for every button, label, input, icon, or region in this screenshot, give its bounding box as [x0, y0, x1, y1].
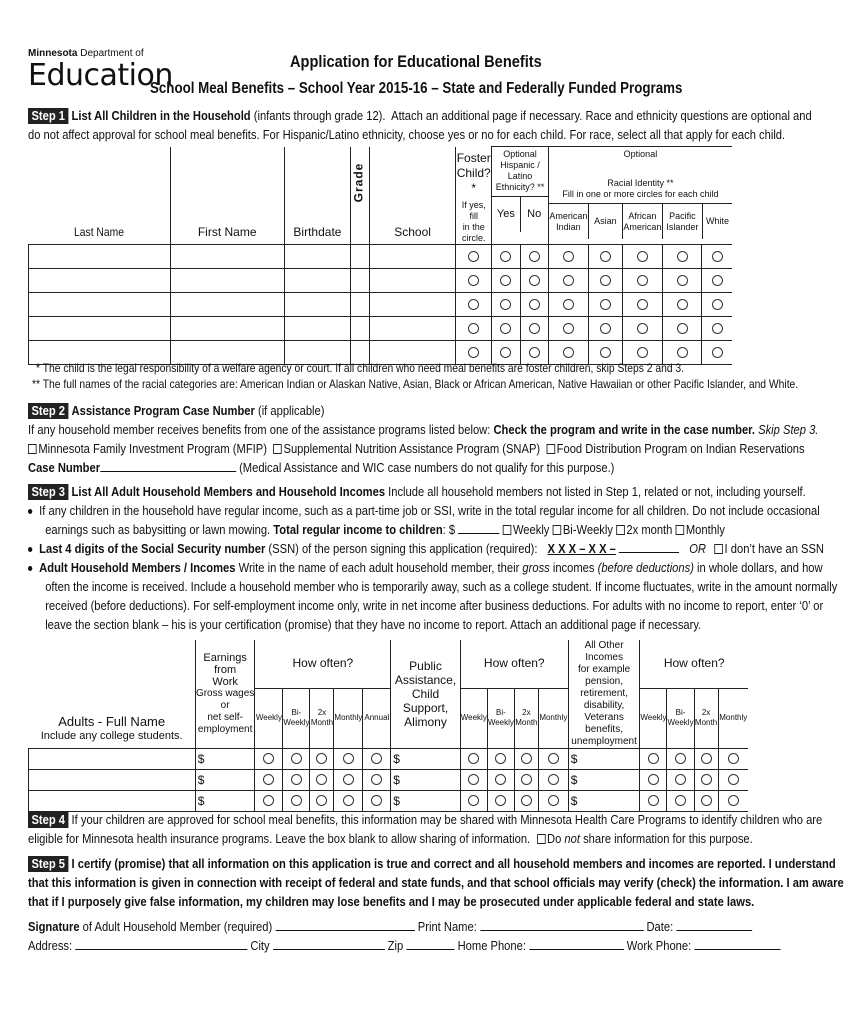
step3-b1b: earnings such as babysitting or lawn mowing.	[45, 522, 274, 537]
pacific-islander-circle[interactable]	[677, 323, 688, 334]
earnings-freq-circle[interactable]	[343, 795, 354, 806]
col-hispanic: Optional Hispanic / Latino Ethnicity? ** Yes No	[492, 147, 549, 245]
foster-circle[interactable]	[468, 299, 479, 310]
freq-monthly: Monthly	[538, 688, 568, 748]
freq-weekly: Weekly	[460, 688, 487, 748]
pacific-islander-circle[interactable]	[677, 251, 688, 262]
pacific-islander-circle[interactable]	[677, 299, 688, 310]
step2-text1a: If any household member receives benefits from one of the assistance programs listed below:	[28, 422, 494, 437]
freq-2x-month: 2x Month	[514, 688, 538, 748]
step3-b3b: Write in the name of each adult household member, their	[235, 560, 523, 575]
public-assist-freq-circle[interactable]	[495, 753, 506, 764]
step4-text3b: not	[564, 831, 580, 846]
zip-label: Zip	[387, 938, 404, 953]
child-school-input[interactable]	[369, 316, 455, 340]
step3-b3c: gross	[522, 560, 550, 575]
child-birthdate-input[interactable]	[284, 244, 351, 268]
public-assist-freq-circle[interactable]	[548, 795, 559, 806]
other-income-header: All Other Incomes for example pension, retirement, disability, Veterans benefits, unemployment	[568, 640, 640, 749]
step5-text3: that if I purposely give false information, my children may lose benefits and I may be prosecuted under applicable federal and state laws.	[28, 894, 755, 909]
african-american-circle[interactable]	[637, 251, 648, 262]
other-income-freq-circle[interactable]	[648, 774, 659, 785]
print-name-label: Print Name:	[417, 919, 477, 934]
white-circle[interactable]	[712, 251, 723, 262]
col-white: White	[705, 216, 729, 226]
white-circle[interactable]	[712, 323, 723, 334]
col-pacific-islander: Pacific Islander	[663, 204, 703, 239]
step2-section	[28, 401, 818, 477]
child-grade-input[interactable]	[351, 268, 370, 292]
step1-note1: * The child is the legal responsibility of a welfare agency or court. If all children who need meal benefits are foster children, skip Steps 2 and 3.	[36, 361, 685, 375]
step3-b3e: (before deductions)	[597, 560, 694, 575]
freq-weekly: Weekly	[255, 688, 283, 748]
public-assist-amount-input[interactable]: $	[391, 749, 460, 770]
freq-2x-month: 2x Month	[310, 688, 334, 748]
step1-text1: Attach an additional page if necessary. Race and ethnicity questions are optional and	[391, 108, 812, 123]
public-assist-freq-circle[interactable]	[548, 774, 559, 785]
public-assist-header: Public Assistance, Child Support, Alimony	[391, 640, 460, 749]
children-table	[28, 146, 732, 365]
foster-circle[interactable]	[468, 251, 479, 262]
col-yes: Yes	[492, 197, 520, 232]
asian-circle[interactable]	[600, 347, 611, 358]
child-row	[29, 292, 733, 316]
fdpir-checkbox[interactable]	[546, 444, 555, 454]
step4-text2: eligible for Minnesota health insurance programs. Leave the box blank to allow sharing of information.	[28, 831, 531, 846]
address-label: Address:	[28, 938, 73, 953]
step5-section	[28, 854, 844, 911]
logo-education: Education	[28, 57, 173, 93]
american-indian-circle[interactable]	[563, 299, 574, 310]
other-income-freq-circle[interactable]	[701, 795, 712, 806]
col-asian: Asian	[589, 204, 623, 239]
step4-section	[28, 810, 822, 848]
adult-name-input[interactable]	[29, 791, 196, 812]
hispanic-yes-circle[interactable]	[500, 323, 511, 334]
earnings-amount-input[interactable]: $	[195, 770, 255, 791]
public-assist-freq-circle[interactable]	[548, 753, 559, 764]
adult-name-input[interactable]	[29, 770, 196, 791]
other-income-freq-circle[interactable]	[701, 753, 712, 764]
child-weekly-label: Weekly	[512, 522, 550, 537]
step3-heading: List All Adult Household Members and Household Incomes	[71, 484, 386, 499]
col-school: School	[394, 224, 431, 239]
earnings-freq-circle[interactable]	[291, 774, 302, 785]
asian-circle[interactable]	[600, 275, 611, 286]
step3-b2b: (SSN) of the person signing this application (required):	[265, 541, 538, 556]
public-assist-freq-circle[interactable]	[468, 795, 479, 806]
african-american-circle[interactable]	[637, 347, 648, 358]
asian-circle[interactable]	[600, 323, 611, 334]
earnings-freq-circle[interactable]	[371, 753, 382, 764]
american-indian-circle[interactable]	[563, 275, 574, 286]
public-assist-freq-circle[interactable]	[468, 753, 479, 764]
other-income-freq-circle[interactable]	[648, 753, 659, 764]
case-note: (Medical Assistance and WIC case numbers do not qualify for this purpose.)	[235, 460, 615, 475]
col-no: No	[527, 207, 542, 220]
public-assist-freq-circle[interactable]	[521, 753, 532, 764]
step3-b3i: leave the section blank – his is your certification (promise) that they have no income to report. Attach an additional page if necessary.	[45, 617, 702, 632]
other-income-freq-circle[interactable]	[675, 774, 686, 785]
other-income-freq-circle[interactable]	[728, 774, 739, 785]
earnings-freq-circle[interactable]	[263, 795, 274, 806]
earnings-header: Earnings from Work Gross wages or net self- employment	[195, 640, 255, 749]
step4-label: Step 4	[28, 812, 68, 828]
signature-label: of Adult Household Member (required)	[79, 919, 273, 934]
child-weekly-checkbox[interactable]	[503, 525, 512, 535]
child-birthdate-input[interactable]	[284, 268, 351, 292]
freq-2x-month: 2x Month	[694, 688, 718, 748]
white-circle[interactable]	[712, 347, 723, 358]
adult-row	[29, 749, 749, 770]
date-input[interactable]	[676, 919, 752, 931]
mfip-checkbox[interactable]	[28, 444, 37, 454]
col-race: Optional Racial Identity ** Fill in one or more circles for each child American Indian Asian African American Pacific Islander White	[548, 147, 732, 245]
step2-heading: Assistance Program Case Number	[71, 403, 255, 418]
step3-label: Step 3	[28, 484, 68, 500]
freq-biweekly: Bi- Weekly	[487, 688, 514, 748]
freq-monthly: Monthly	[334, 688, 363, 748]
freq-annual: Annual	[363, 688, 391, 748]
step3-b3a: Adult Household Members / Incomes	[39, 560, 236, 575]
earnings-amount-input[interactable]: $	[195, 749, 255, 770]
african-american-circle[interactable]	[637, 275, 648, 286]
earnings-freq-circle[interactable]	[291, 753, 302, 764]
child-first-name-input[interactable]	[170, 292, 284, 316]
earnings-freq-circle[interactable]	[343, 774, 354, 785]
step1-paren: (infants through grade 12).	[250, 108, 386, 123]
freq-biweekly: Bi- Weekly	[667, 688, 694, 748]
step4-text3a: Do	[547, 831, 565, 846]
adult-row	[29, 791, 749, 812]
step3-b3g: often the income is received. Include a household member who is temporarily away, such as a college student. If income fluctuates, write in the amount normally	[45, 579, 838, 594]
child-grade-input[interactable]	[351, 244, 370, 268]
no-ssn-checkbox[interactable]	[714, 544, 723, 554]
home-phone-label: Home Phone:	[457, 938, 526, 953]
step3-b1d: : $	[442, 522, 456, 537]
step5-text2: that this information is given in connection with receipt of federal and state funds, and that school officials may verify (check) the information. I am aware	[28, 875, 844, 890]
earnings-freq-circle[interactable]	[263, 753, 274, 764]
step5-text1: I certify (promise) that all information on this application is true and correct and all household members and incomes are reported. I understand	[71, 856, 836, 871]
african-american-circle[interactable]	[637, 323, 648, 334]
freq-weekly: Weekly	[640, 688, 667, 748]
hispanic-yes-circle[interactable]	[500, 347, 511, 358]
other-income-freq-circle[interactable]	[648, 795, 659, 806]
page-title: Application for Educational Benefits	[290, 52, 542, 71]
step3-intro: Include all household members not listed in Step 1, related or not, including yourself.	[385, 484, 806, 499]
foster-circle[interactable]	[468, 275, 479, 286]
child-school-input[interactable]	[369, 292, 455, 316]
child-school-input[interactable]	[369, 268, 455, 292]
foster-circle[interactable]	[468, 347, 479, 358]
child-biweekly-checkbox[interactable]	[553, 525, 562, 535]
earnings-freq-circle[interactable]	[316, 753, 327, 764]
white-circle[interactable]	[712, 299, 723, 310]
child-school-input[interactable]	[369, 244, 455, 268]
hispanic-no-circle[interactable]	[529, 323, 540, 334]
public-assist-amount-input[interactable]: $	[391, 791, 460, 812]
step2-skip: Skip Step 3.	[755, 422, 819, 437]
col-foster: Foster Child?* If yes, fill in the circle.	[456, 147, 492, 245]
earnings-freq-circle[interactable]	[316, 795, 327, 806]
american-indian-circle[interactable]	[563, 347, 574, 358]
ssn-or: OR	[689, 541, 706, 556]
adult-name-input[interactable]	[29, 749, 196, 770]
child-last-name-input[interactable]	[29, 244, 171, 268]
other-income-amount-input[interactable]: $	[568, 770, 640, 791]
step1-intro	[28, 106, 812, 144]
public-assist-amount-input[interactable]: $	[391, 770, 460, 791]
child-biweekly-label: Bi-Weekly	[562, 522, 613, 537]
earnings-freq-circle[interactable]	[343, 753, 354, 764]
how-often-2: How often?	[460, 640, 568, 688]
earnings-freq-circle[interactable]	[291, 795, 302, 806]
step5-label: Step 5	[28, 856, 68, 872]
step3-b3d: incomes	[549, 560, 598, 575]
child-last-name-input[interactable]	[29, 268, 171, 292]
do-not-share-checkbox[interactable]	[537, 834, 546, 844]
adults-header: Adults - Full Name Include any college students.	[29, 640, 196, 749]
child-birthdate-input[interactable]	[284, 292, 351, 316]
pacific-islander-circle[interactable]	[677, 347, 688, 358]
other-income-freq-circle[interactable]	[728, 753, 739, 764]
logo-dept: Department of	[77, 48, 144, 59]
adult-row	[29, 770, 749, 791]
earnings-amount-input[interactable]: $	[195, 791, 255, 812]
step4-text3c: share information for this purpose.	[579, 831, 753, 846]
other-income-freq-circle[interactable]	[728, 795, 739, 806]
other-income-freq-circle[interactable]	[701, 774, 712, 785]
other-income-freq-circle[interactable]	[675, 795, 686, 806]
city-label: City	[250, 938, 270, 953]
child-first-name-input[interactable]	[170, 244, 284, 268]
home-phone-input[interactable]	[529, 938, 624, 950]
prog-mfip: Minnesota Family Investment Program (MFIP)	[38, 441, 267, 456]
work-phone-label: Work Phone:	[626, 938, 692, 953]
other-income-amount-input[interactable]: $	[568, 749, 640, 770]
child-grade-input[interactable]	[351, 292, 370, 316]
child-last-name-input[interactable]	[29, 316, 171, 340]
child-row	[29, 316, 733, 340]
child-income-input[interactable]	[458, 522, 499, 534]
case-number-input[interactable]	[100, 460, 236, 472]
child-first-name-input[interactable]	[170, 316, 284, 340]
public-assist-freq-circle[interactable]	[521, 774, 532, 785]
public-assist-freq-circle[interactable]	[521, 795, 532, 806]
step3-b1c: Total regular income to children	[273, 522, 443, 537]
other-income-freq-circle[interactable]	[675, 753, 686, 764]
american-indian-circle[interactable]	[563, 323, 574, 334]
hispanic-no-circle[interactable]	[529, 251, 540, 262]
signature-input[interactable]	[275, 919, 414, 931]
how-often-3: How often?	[640, 640, 748, 688]
zip-input[interactable]	[406, 938, 454, 950]
work-phone-input[interactable]	[694, 938, 780, 950]
earnings-freq-circle[interactable]	[316, 774, 327, 785]
white-circle[interactable]	[712, 275, 723, 286]
asian-circle[interactable]	[600, 299, 611, 310]
col-american-indian: American Indian	[549, 204, 589, 239]
step1-text2: do not affect approval for school meal benefits. For Hispanic/Latino ethnicity, choose yes or no for each child. For race, select all that apply for each child.	[28, 127, 786, 142]
ssn-mask: X X X – X X –	[547, 541, 616, 556]
prog-snap: Supplemental Nutrition Assistance Program (SNAP)	[283, 441, 541, 456]
child-2x-checkbox[interactable]	[616, 525, 625, 535]
print-name-input[interactable]	[480, 919, 643, 931]
child-grade-input[interactable]	[351, 316, 370, 340]
other-income-amount-input[interactable]: $	[568, 791, 640, 812]
public-assist-freq-circle[interactable]	[495, 774, 506, 785]
american-indian-circle[interactable]	[563, 251, 574, 262]
address-input[interactable]	[75, 938, 247, 950]
freq-monthly: Monthly	[718, 688, 748, 748]
city-input[interactable]	[273, 938, 385, 950]
step4-text1: If your children are approved for school meal benefits, this information may be shared with Minnesota Health Care Programs to identify children who are	[71, 812, 823, 827]
date-label: Date:	[646, 919, 674, 934]
logo-state: Minnesota	[28, 48, 78, 59]
child-first-name-input[interactable]	[170, 268, 284, 292]
earnings-freq-circle[interactable]	[371, 774, 382, 785]
child-monthly-checkbox[interactable]	[676, 525, 685, 535]
step1-label: Step 1	[28, 108, 68, 124]
how-often-1: How often?	[255, 640, 391, 688]
foster-circle[interactable]	[468, 323, 479, 334]
col-last-name: Last Name	[74, 224, 125, 239]
col-first-name: First Name	[197, 224, 257, 239]
step3-b1a: If any children in the household have regular income, such as a part-time job or SSI, write in the total regular income for all children. Do not include occasional	[39, 503, 820, 518]
hispanic-no-circle[interactable]	[529, 275, 540, 286]
col-grade: Grade	[351, 162, 366, 202]
step1-heading: List All Children in the Household	[71, 108, 251, 123]
ssn-input[interactable]	[619, 541, 679, 553]
child-row	[29, 244, 733, 268]
step3-b2a: Last 4 digits of the Social Security number	[39, 541, 266, 556]
col-african-american: African American	[623, 204, 663, 239]
adults-table	[28, 640, 748, 812]
step2-label: Step 2	[28, 403, 68, 419]
hispanic-no-circle[interactable]	[529, 299, 540, 310]
african-american-circle[interactable]	[637, 299, 648, 310]
child-birthdate-input[interactable]	[284, 316, 351, 340]
asian-circle[interactable]	[600, 251, 611, 262]
step1-note2: ** The full names of the racial categories are: American Indian or Alaskan Native, Asian, Black or African American, Native Hawaiian or other Pacific Islander, and White.	[32, 377, 799, 391]
signature-section	[28, 917, 780, 955]
child-last-name-input[interactable]	[29, 292, 171, 316]
step3-b3h: received (before deductions). For self-employment income only, write in net income after business deductions. For adults with no income to report, enter ‘0’ or	[45, 598, 824, 613]
page-subtitle: School Meal Benefits – School Year 2015-16 – State and Federally Funded Programs	[150, 80, 683, 97]
earnings-freq-circle[interactable]	[371, 795, 382, 806]
step3-section	[28, 482, 837, 634]
prog-fdpir: Food Distribution Program on Indian Reservations	[556, 441, 805, 456]
hispanic-yes-circle[interactable]	[500, 275, 511, 286]
earnings-freq-circle[interactable]	[263, 774, 274, 785]
no-ssn-label: I don’t have an SSN	[724, 541, 825, 556]
signature-label-bold: Signature	[28, 919, 80, 934]
freq-biweekly: Bi- Weekly	[283, 688, 310, 748]
child-monthly-label: Monthly	[685, 522, 725, 537]
hispanic-yes-circle[interactable]	[500, 299, 511, 310]
step2-paren: (if applicable)	[254, 403, 325, 418]
step2-text1b: Check the program and write in the case number.	[493, 422, 756, 437]
child-row	[29, 268, 733, 292]
hispanic-no-circle[interactable]	[529, 347, 540, 358]
hispanic-yes-circle[interactable]	[500, 251, 511, 262]
public-assist-freq-circle[interactable]	[495, 795, 506, 806]
pacific-islander-circle[interactable]	[677, 275, 688, 286]
step3-b3f: in whole dollars, and how	[693, 560, 823, 575]
case-number-label: Case Number	[28, 460, 101, 475]
public-assist-freq-circle[interactable]	[468, 774, 479, 785]
col-birthdate: Birthdate	[293, 224, 342, 239]
child-2x-label: 2x month	[626, 522, 673, 537]
snap-checkbox[interactable]	[273, 444, 282, 454]
